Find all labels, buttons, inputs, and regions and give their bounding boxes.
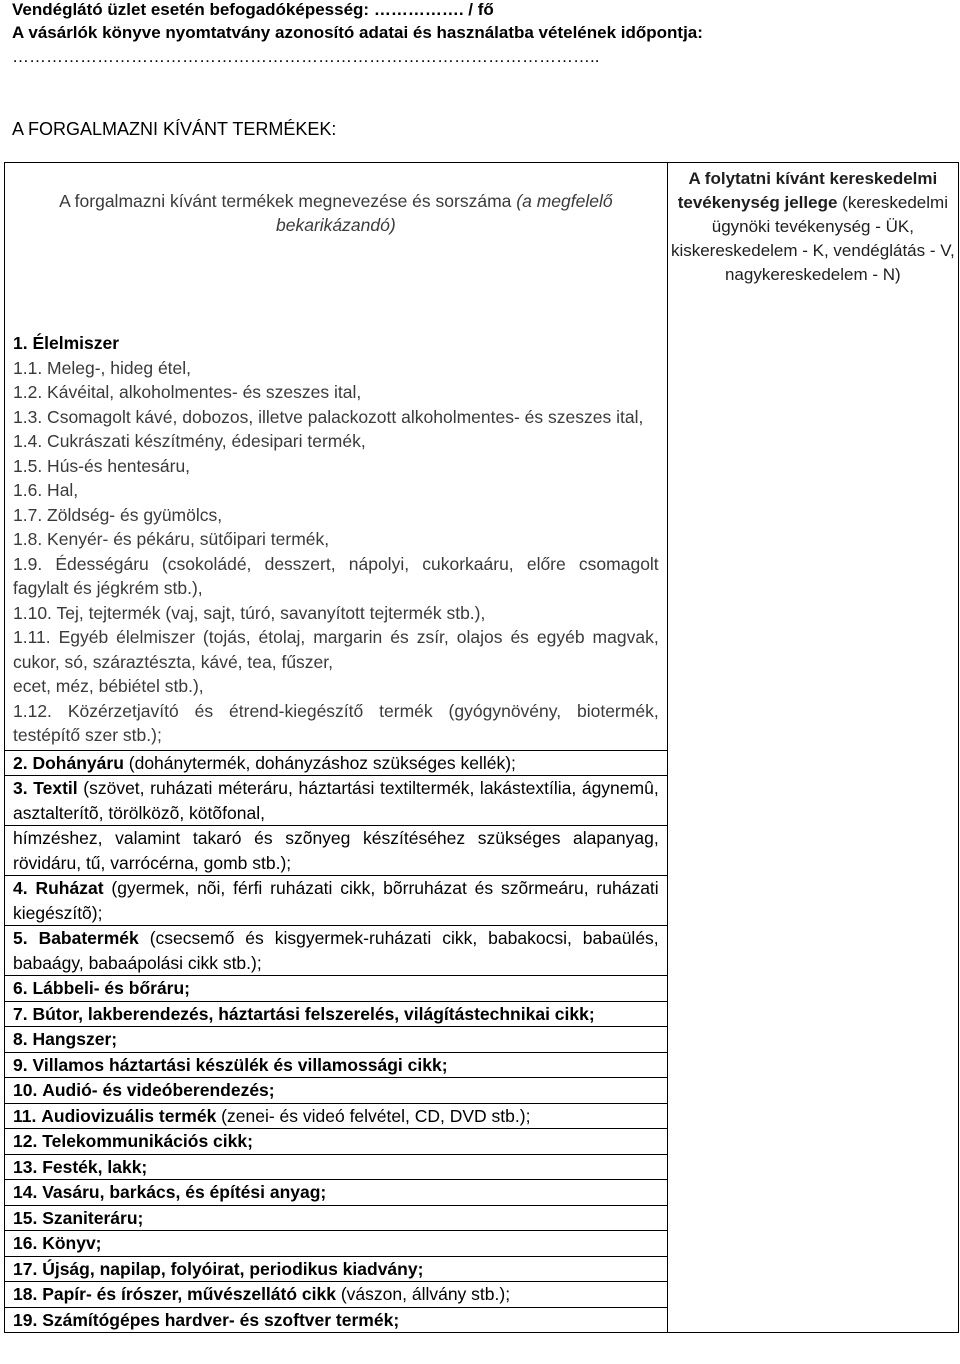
category-number: 7. (13, 1003, 28, 1024)
product-category-item (5, 1307, 667, 1333)
food-item: 1.4. Cukrászati készítmény, édesipari termék, (13, 431, 366, 451)
complaint-book-blank-line: ………………………………………………………………………………………….. (12, 47, 600, 66)
product-category-item (5, 1077, 667, 1103)
category-number: 18. (13, 1284, 38, 1304)
category-number: 12. (13, 1131, 38, 1151)
category-number: 2. (13, 752, 28, 773)
category-name: Lábbeli- és bőráru; (32, 978, 191, 998)
complaint-book-line: A vásárlók könyve nyomtatvány azonosító adatai és használatba vételének időpontja: (12, 23, 703, 42)
category-details: (csecsemő és kisgyermek-ruházati cikk, babakocsi, babaülés, babaágy, babaápolási cikk stb.); (13, 928, 659, 973)
product-category-item (5, 775, 667, 825)
seating-capacity-line: Vendéglátó üzlet esetén befogadóképesség: ……………. / fő (12, 0, 494, 19)
product-categories-list (5, 750, 667, 1333)
activity-header-bold: A folytatni kívánt kereskedelmi tevékenység jellege (677, 169, 938, 212)
category-number: 16. (13, 1233, 38, 1253)
food-item: 1.3. Csomagolt kávé, dobozos, illetve palackozott alkoholmentes- és szeszes ital, (13, 406, 644, 427)
category-number: 6. (13, 978, 28, 998)
product-category-item (5, 1026, 667, 1052)
food-item: 1.5. Hús-és hentesáru, (13, 455, 191, 476)
category-number: 11. (13, 1105, 37, 1126)
category-number: 13. (13, 1156, 38, 1177)
food-item: 1.9. Édességáru (csokoládé, desszert, nápolyi, cukorkaáru, előre csomagolt fagylalt és jégkrém stb.), (13, 553, 659, 598)
activity-header-rest: (kereskedelmi ügynöki tevékenység - ÜK, kiskereskedelem - K, vendéglátás - V, nagykereskedelem - N) (670, 193, 955, 284)
product-category-item (5, 1103, 667, 1129)
product-category-item (5, 1179, 667, 1205)
category-name: Bútor, lakberendezés, háztartási felszerelés, világítástechnikai cikk; (32, 1003, 595, 1024)
products-header-paren: (a megfelelő bekarikázandó) (276, 191, 613, 235)
product-category-item (5, 875, 667, 925)
category-name: Újság, napilap, folyóirat, periodikus kiadvány; (42, 1258, 424, 1279)
category-number: 10. (13, 1080, 38, 1100)
food-item: 1.7. Zöldség- és gyümölcs, (13, 504, 223, 525)
food-item: 1.2. Kávéital, alkoholmentes- és szeszes ital, (13, 382, 362, 402)
category-details: (zenei- és videó felvétel, CD, DVD stb.); (216, 1105, 531, 1126)
category-name: Könyv; (42, 1233, 102, 1253)
category-name: Dohányáru (32, 752, 124, 773)
category-name: Babatermék (38, 928, 139, 948)
activity-type-header (668, 163, 958, 287)
food-item: 1.11. Egyéb élelmiszer (tojás, étolaj, margarin és zsír, olajos és egyéb magvak, cukor, só, száraztészta, kávé, tea, fűszer, (13, 627, 659, 672)
food-item: 1.12. Közérzetjavító és étrend-kiegészítő termék (gyógynövény, biotermék, testépítő szer stb.); (13, 700, 659, 745)
category-name: Szaniteráru; (42, 1207, 144, 1228)
product-category-item (5, 1205, 667, 1231)
product-category-item (5, 1281, 667, 1307)
category-name: Telekommunikációs cikk; (42, 1131, 253, 1151)
category-name: Textil (33, 778, 78, 798)
food-item: ecet, méz, bébiétel stb.), (13, 676, 204, 696)
product-category-item (5, 750, 667, 776)
category-number: 8. (13, 1029, 28, 1049)
product-category-item (5, 975, 667, 1001)
category-details: (vászon, állvány stb.); (335, 1284, 511, 1304)
products-table (4, 162, 959, 1333)
category-details: (gyermek, nõi, férfi ruházati cikk, bõrruházat és szõrmeáru, ruházati kiegészítõ); (13, 878, 659, 923)
activity-type-column (667, 163, 958, 1333)
category-number: 19. (13, 1309, 38, 1330)
products-column (5, 163, 668, 1333)
category-number: 17. (13, 1258, 38, 1279)
category-number: 9. (13, 1054, 28, 1075)
products-column-header (5, 163, 667, 331)
food-items-list (5, 331, 667, 750)
food-item: 1.10. Tej, tejtermék (vaj, sajt, túró, savanyított tejtermék stb.), (13, 602, 486, 623)
product-category-item (5, 1230, 667, 1256)
category-details: hímzéshez, valamint takaró és szõnyeg készítéséhez szükséges alapanyag, rövidáru, tű, varrócérna, gomb stb.); (13, 828, 659, 873)
product-category-item (5, 1128, 667, 1154)
category-details: (dohánytermék, dohányzáshoz szükséges kellék); (123, 752, 516, 773)
category-name: Festék, lakk; (42, 1156, 148, 1177)
product-category-item (5, 825, 667, 875)
category-details: (szövet, ruházati méteráru, háztartási textiltermék, lakástextília, ágynemû, asztalterítõ, törölközõ, kötõfonal, (13, 778, 659, 823)
category-name: Vasáru, barkács, és építési anyag; (42, 1182, 327, 1202)
category-name: Ruházat (35, 878, 104, 898)
category-name: Számítógépes hardver- és szoftver termék; (42, 1309, 400, 1330)
section-title: A FORGALMAZNI KÍVÁNT TERMÉKEK: (12, 119, 337, 139)
category-number: 3. (13, 778, 28, 798)
product-category-item (5, 1001, 667, 1027)
food-item: 1.8. Kenyér- és pékáru, sütőipari termék, (13, 529, 330, 549)
category-number: 5. (13, 928, 28, 948)
product-category-item (5, 1256, 667, 1282)
category-name: Papír- és írószer, művészellátó cikk (42, 1284, 336, 1304)
product-category-item (5, 1154, 667, 1180)
category-name: Audiovizuális termék (41, 1105, 217, 1126)
category-name: Villamos háztartási készülék és villamossági cikk; (32, 1054, 448, 1075)
food-category-title: 1. Élelmiszer (13, 333, 120, 353)
category-number: 4. (13, 878, 28, 898)
category-name: Audió- és videóberendezés; (42, 1080, 275, 1100)
product-category-item (5, 925, 667, 975)
product-category-item (5, 1052, 667, 1078)
food-item: 1.1. Meleg-, hideg étel, (13, 357, 192, 378)
category-number: 14. (13, 1182, 38, 1202)
food-item: 1.6. Hal, (13, 480, 79, 500)
category-number: 15. (13, 1207, 38, 1228)
category-name: Hangszer; (32, 1029, 118, 1049)
products-header-main: A forgalmazni kívánt termékek megnevezése és sorszáma (59, 191, 512, 211)
